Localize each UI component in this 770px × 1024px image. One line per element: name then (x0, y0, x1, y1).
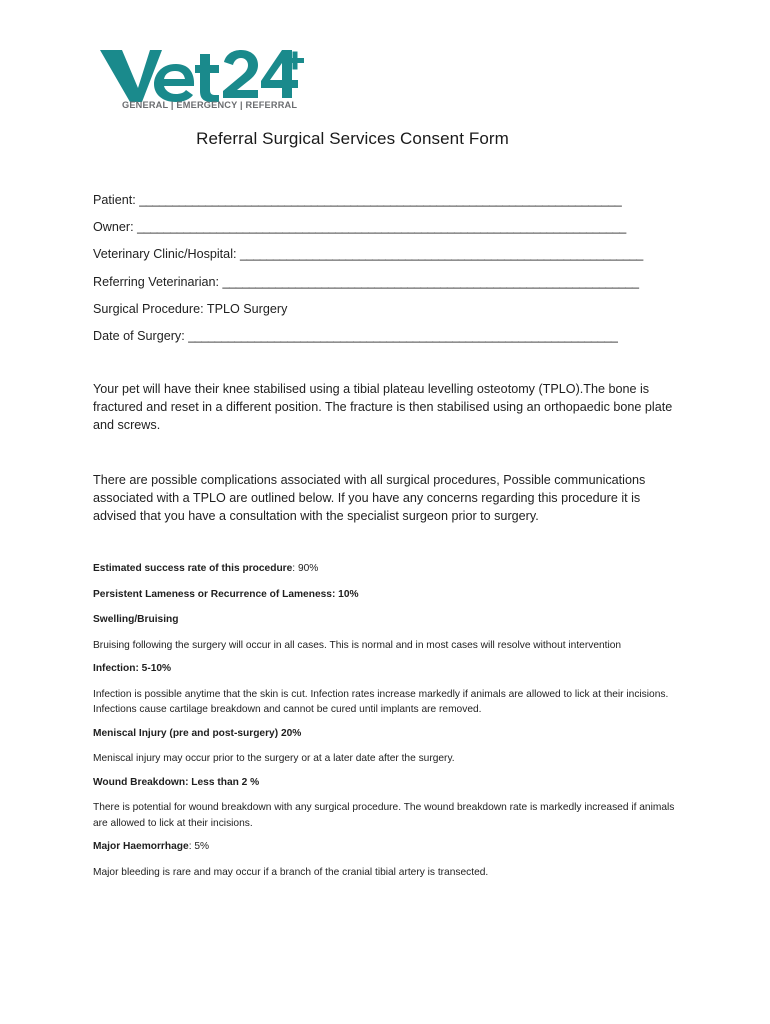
referring-veterinarian-field[interactable] (93, 273, 678, 300)
swelling-heading (93, 612, 683, 638)
procedure-description: Your pet will have their knee stabilised using a tibial plateau levelling osteotomy (TPLO).The bone is fractured and reset in a different position. The fracture is then stabilised using an orthopaedic bone plate and screws. (93, 382, 673, 432)
field-value: TPLO Surgery (206, 301, 288, 316)
heading-value: : 5% (188, 841, 210, 852)
complications-intro: There are possible complications associated with all surgical procedures, Possible communications associated with a TPLO are outlined below. If you have any concerns regarding this procedure it is advised that you have a consultation with the specialist surgeon prior to surgery. (93, 473, 646, 523)
heading-text: Persistent Lameness or Recurrence of Lameness: 10% (93, 588, 359, 600)
owner-field[interactable] (93, 218, 678, 245)
heading-text: Major Haemorrhage (93, 841, 189, 852)
field-label: Date of Surgery: (93, 328, 189, 343)
patient-field[interactable] (93, 191, 678, 218)
infection-heading (93, 661, 683, 687)
field-blank-line: _______________________________________________________________ (222, 274, 639, 289)
wound-breakdown-text: There is potential for wound breakdown with any surgical procedure. The wound breakdown rate is markedly increased if animals are allowed to lick at their incisions. (93, 802, 675, 829)
heading-text: Wound Breakdown: Less than 2 % (93, 776, 260, 788)
haemorrhage-heading (93, 839, 683, 865)
veterinary-clinic-field[interactable] (93, 245, 678, 272)
vet24-logo-graphic (98, 44, 304, 110)
heading-text: Estimated success rate of this procedure (93, 563, 293, 574)
field-blank-line: _________________________________________________________________________ (139, 193, 622, 207)
lameness-heading (93, 587, 683, 613)
form-title: Referral Surgical Services Consent Form (196, 129, 509, 148)
vet24-logo (98, 44, 304, 110)
success-rate-heading (93, 561, 683, 587)
meniscal-injury-heading (93, 726, 683, 752)
swelling-text: Bruising following the surgery will occur in all cases. This is normal and in most cases will resolve without intervention (93, 639, 622, 651)
field-label: Owner: (93, 220, 138, 235)
field-label: Patient: (93, 193, 140, 207)
complications-list (93, 561, 683, 888)
surgical-procedure-field (93, 300, 678, 327)
wound-breakdown-heading (93, 775, 683, 801)
field-label: Surgical Procedure: (93, 301, 207, 316)
form-fields (93, 191, 678, 354)
field-label: Veterinary Clinic/Hospital: (93, 247, 240, 262)
field-blank-line: _________________________________________________________________ (188, 328, 618, 343)
heading-value: : 90% (292, 563, 319, 574)
logo-tagline: GENERAL | EMERGENCY | REFERRAL (122, 100, 298, 110)
heading-text: Swelling/Bruising (93, 614, 179, 625)
haemorrhage-text: Major bleeding is rare and may occur if a branch of the cranial tibial artery is transected. (93, 866, 489, 878)
date-of-surgery-field[interactable] (93, 327, 678, 354)
field-blank-line: __________________________________________________________________________ (137, 220, 626, 235)
meniscal-injury-text: Meniscal injury may occur prior to the surgery or at a later date after the surgery. (93, 753, 455, 764)
field-label: Referring Veterinarian: (93, 274, 223, 289)
field-blank-line: _____________________________________________________________ (240, 247, 643, 262)
infection-text: Infection is possible anytime that the skin is cut. Infection rates increase markedly if animals are allowed to lick at their incisions. Infections cause cartilage breakdown and cannot be cured until implants are removed. (93, 688, 669, 715)
heading-text: Meniscal Injury (pre and post-surgery) 20% (93, 727, 302, 739)
heading-text: Infection: 5-10% (93, 663, 172, 674)
